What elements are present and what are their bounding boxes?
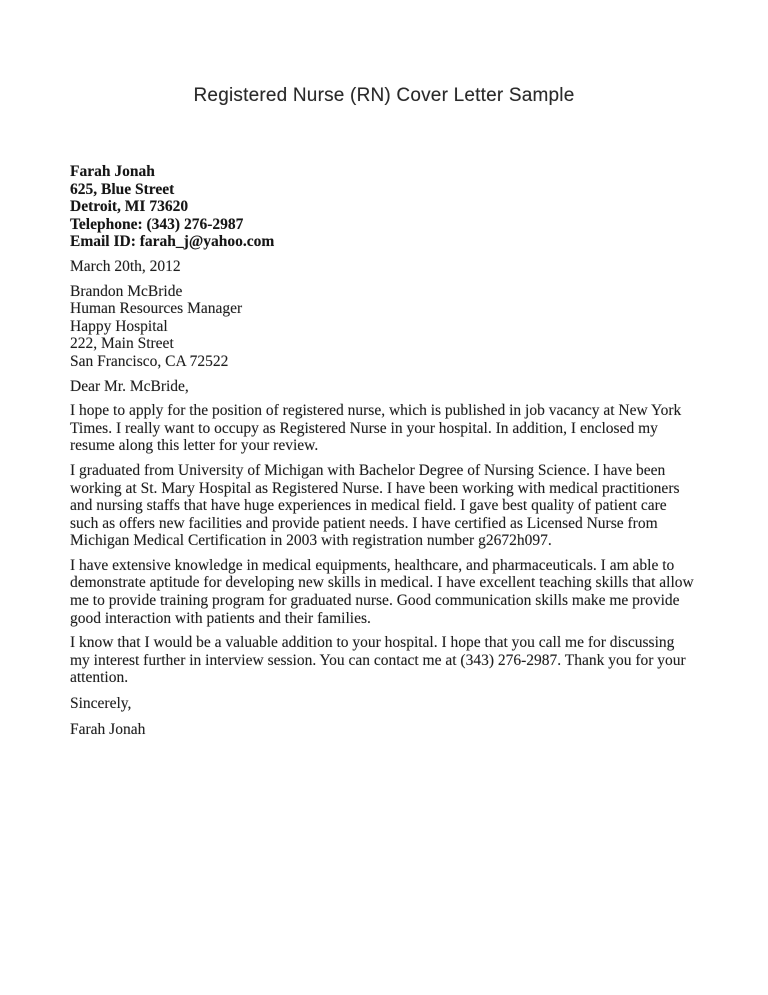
paragraph-closing: I know that I would be a valuable addition to your hospital. I hope that you call me for discussing my interest further in interview session. You can contact me at (343) 276-2987. Thank you for your attention. bbox=[70, 634, 686, 687]
sender-city: Detroit, MI 73620 bbox=[70, 198, 189, 216]
paragraph-intro: I hope to apply for the position of registered nurse, which is published in job vacancy at New York Times. I really want to occupy as Registered Nurse in your hospital. In addition, I enclosed my resume along this letter for your review. bbox=[70, 402, 682, 455]
paragraph-experience: I graduated from University of Michigan with Bachelor Degree of Nursing Science. I have been working at St. Mary Hospital as Registered Nurse. I have been working with medical practitioners and nursing staffs that have huge experiences in medical field. I gave best quality of patient care such as offers new facilities and provide patient needs. I have certified as Licensed Nurse from Michigan Medical Certification in 2003 with registration number g2672h097. bbox=[70, 461, 680, 550]
sender-block bbox=[70, 163, 698, 251]
recipient-street: 222, Main Street bbox=[70, 335, 174, 353]
letter-date: March 20th, 2012 bbox=[70, 257, 181, 275]
sender-name: Farah Jonah bbox=[70, 163, 155, 180]
sender-email: Email ID: farah_j@yahoo.com bbox=[70, 233, 275, 251]
sender-street: 625, Blue Street bbox=[70, 180, 175, 198]
letter-body bbox=[70, 163, 698, 738]
document-title: Registered Nurse (RN) Cover Letter Sample bbox=[193, 85, 575, 106]
sender-telephone: Telephone: (343) 276-2987 bbox=[70, 215, 244, 233]
signature: Farah Jonah bbox=[70, 720, 146, 738]
recipient-job-title: Human Resources Manager bbox=[70, 300, 243, 318]
salutation: Dear Mr. McBride, bbox=[70, 377, 189, 395]
recipient-city: San Francisco, CA 72522 bbox=[70, 352, 229, 370]
paragraph-skills: I have extensive knowledge in medical equipments, healthcare, and pharmaceuticals. I am able to demonstrate aptitude for developing new skills in medical. I have excellent teaching skills that allow me to provide training program for graduated nurse. Good communication skills make me provide good interaction with patients and their families. bbox=[70, 556, 694, 627]
closing: Sincerely, bbox=[70, 695, 132, 713]
recipient-block bbox=[70, 283, 698, 371]
recipient-name: Brandon McBride bbox=[70, 282, 183, 300]
recipient-company: Happy Hospital bbox=[70, 317, 168, 335]
